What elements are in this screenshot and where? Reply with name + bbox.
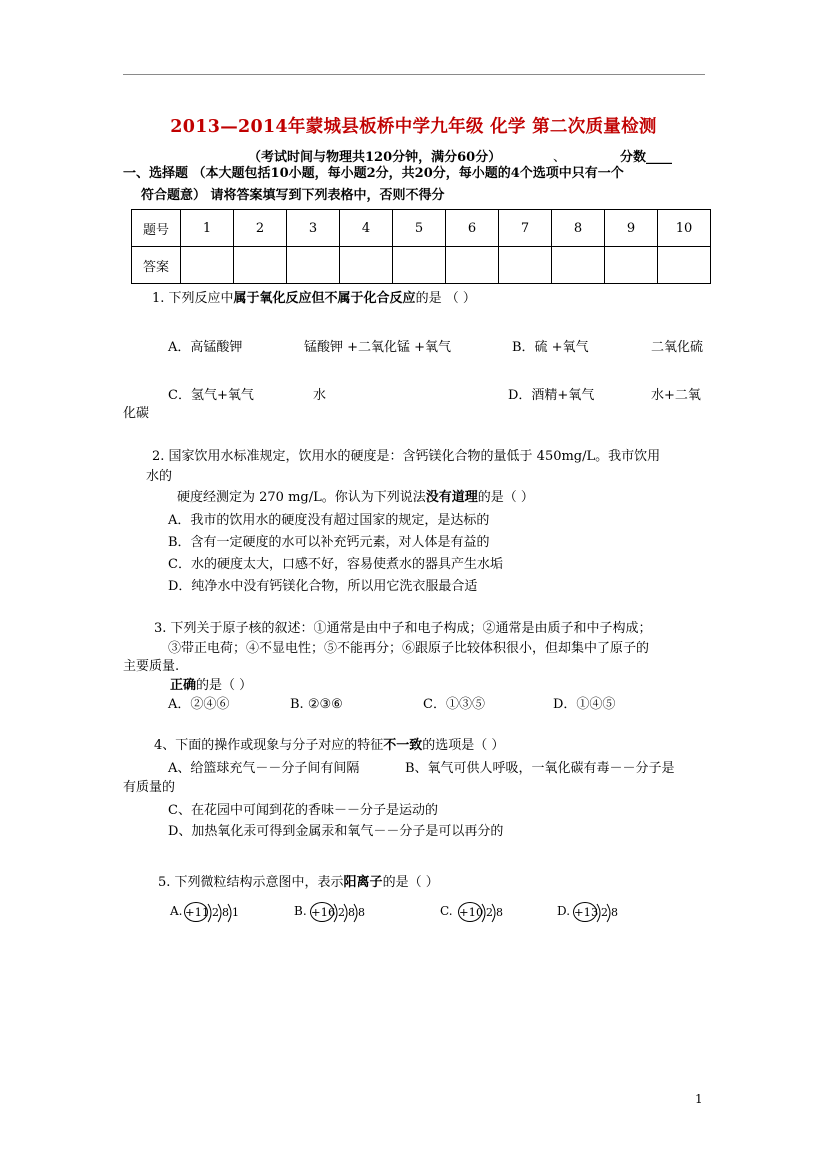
shell-electrons: 8: [222, 906, 229, 919]
answer-cell[interactable]: [287, 247, 340, 284]
q4-stem-bold: 不一致: [383, 738, 423, 753]
q2-line3-post: 的是（ ）: [477, 490, 534, 505]
table-num: 7: [499, 210, 552, 247]
q5-option-c: [440, 902, 510, 924]
shell-electrons: 2: [486, 906, 493, 919]
q3-line4-bold: 正确: [170, 678, 197, 693]
table-num: 10: [658, 210, 711, 247]
q1-option-a: A．高锰酸钾: [168, 340, 243, 355]
q1-stem-post: 的是 （ ）: [415, 291, 476, 306]
nucleus-icon: +13: [573, 902, 597, 922]
q1-option-c-product: 水: [313, 388, 327, 403]
q3-line4-post: 的是（ ）: [196, 678, 253, 693]
q4-option-b-cont: 有质量的: [123, 780, 176, 795]
q1-stem: [152, 290, 476, 308]
table-num: 4: [340, 210, 393, 247]
table-num: 2: [234, 210, 287, 247]
q1-option-b: B．硫 +氧气: [512, 340, 589, 355]
shell-electrons: 1: [232, 906, 239, 919]
header-rule: [123, 74, 705, 75]
score-label: 分数____: [620, 150, 673, 165]
shell-electrons: 2: [212, 906, 219, 919]
q4-stem: [154, 737, 504, 755]
page-number: 1: [695, 1092, 703, 1106]
q4-stem-post: 的选项是（ ）: [422, 738, 505, 753]
q2-option-b: B．含有一定硬度的水可以补充钙元素，对人体是有益的: [168, 535, 490, 550]
table-num: 6: [446, 210, 499, 247]
section1-line1: 一、选择题 （本大题包括10小题，每小题2分，共20分，每小题的4个选项中只有一个: [123, 166, 624, 181]
q5-option-a: [170, 902, 250, 924]
q3-option-a: A．②④⑥: [168, 697, 230, 712]
table-num: 5: [393, 210, 446, 247]
q1-stem-pre: 1. 下列反应中: [152, 291, 234, 306]
shell-electrons: 2: [601, 906, 608, 919]
q3-line2: ③带正电荷；④不显电性；⑤不能再分；⑥跟原子比较体积很小，但却集中了原子的: [168, 641, 650, 656]
q3-line4: [170, 677, 252, 695]
q3-line1: 3. 下列关于原子核的叙述：①通常是由中子和电子构成；②通常是由质子和中子构成；: [154, 621, 652, 636]
electron-shell-icon: [480, 902, 510, 924]
q4-stem-pre: 4、下面的操作或现象与分子对应的特征: [154, 738, 384, 753]
q4-option-b: B、氧气可供人呼吸，一氧化碳有毒－－分子是: [405, 761, 675, 776]
electron-shell-icon: [595, 902, 625, 924]
answer-cell[interactable]: [340, 247, 393, 284]
q5-stem-bold: 阳离子: [343, 875, 383, 890]
q5-option-b-label: B.: [294, 904, 307, 918]
q1-option-d: D．酒精+氧气: [508, 388, 595, 403]
q2-line3-bold: 没有道理: [425, 490, 478, 505]
q5-stem-post: 的是（ ）: [382, 875, 439, 890]
q2-line2: 水的: [146, 469, 173, 484]
shell-electrons: 8: [496, 906, 503, 919]
q2-line1: 2. 国家饮用水标准规定，饮用水的硬度是：含钙镁化合物的量低于 450mg/L。我市饮用: [152, 449, 661, 464]
q2-line3-pre: 硬度经测定为 270 mg/L。你认为下列说法: [177, 490, 426, 505]
answer-cell[interactable]: [393, 247, 446, 284]
answer-cell[interactable]: [234, 247, 287, 284]
table-row-answers: [132, 247, 711, 284]
nucleus-icon: +10: [458, 902, 482, 922]
q3-option-d: D．①④⑤: [553, 697, 616, 712]
answer-cell[interactable]: [552, 247, 605, 284]
shell-electrons: 8: [611, 906, 618, 919]
q1-option-a-product: 锰酸钾 +二氧化锰 +氧气: [304, 340, 452, 355]
q3-option-c: C．①③⑤: [423, 697, 485, 712]
nucleus-icon: +16: [310, 902, 334, 922]
table-num: 9: [605, 210, 658, 247]
q3-option-b: B. ②③⑥: [290, 697, 343, 712]
q1-option-b-product: 二氧化硫: [651, 340, 704, 355]
q1-option-c: C．氢气+氧气: [168, 388, 254, 403]
q4-option-a: A、给篮球充气－－分子间有间隔: [168, 761, 360, 776]
answer-cell[interactable]: [499, 247, 552, 284]
shell-electrons: 8: [348, 906, 355, 919]
table-num: 1: [181, 210, 234, 247]
section1-line2: 符合题意） 请将答案填写到下列表格中，否则不得分: [141, 188, 445, 203]
q5-option-c-label: C.: [440, 904, 453, 918]
shell-electrons: 2: [338, 906, 345, 919]
table-row2-label: 答案: [132, 247, 181, 284]
q2-option-d: D．纯净水中没有钙镁化合物，所以用它洗衣服最合适: [168, 579, 478, 594]
q4-option-d: D、加热氧化汞可得到金属汞和氧气－－分子是可以再分的: [168, 824, 504, 839]
answer-cell[interactable]: [658, 247, 711, 284]
exam-info: （考试时间与物理共120分钟，满分60分）: [248, 150, 502, 165]
answer-cell[interactable]: [181, 247, 234, 284]
table-num: 8: [552, 210, 605, 247]
q1-option-d-product: 水+二氧: [651, 388, 701, 403]
q2-option-c: C．水的硬度太大，口感不好，容易使煮水的器具产生水垢: [168, 557, 503, 572]
answer-cell[interactable]: [605, 247, 658, 284]
q1-option-d-product-cont: 化碳: [123, 406, 150, 421]
answer-table: [131, 209, 711, 284]
table-row1-label: 题号: [132, 210, 181, 247]
q5-stem-pre: 5. 下列微粒结构示意图中，表示: [158, 875, 344, 890]
q2-line3: [177, 489, 534, 507]
mark: 、: [553, 150, 567, 165]
page-title: 2013—2014年蒙城县板桥中学九年级 化学 第二次质量检测: [170, 117, 657, 137]
q5-option-d: [557, 902, 627, 924]
shell-electrons: 8: [358, 906, 365, 919]
table-row-numbers: [132, 210, 711, 247]
q5-stem: [158, 874, 439, 892]
nucleus-icon: +11: [184, 902, 208, 922]
q5-option-d-label: D.: [557, 904, 571, 918]
answer-cell[interactable]: [446, 247, 499, 284]
table-num: 3: [287, 210, 340, 247]
q3-line3: 主要质量.: [123, 659, 180, 674]
q5-option-b: [294, 902, 374, 924]
q1-stem-bold: 属于氧化反应但不属于化合反应: [233, 291, 416, 306]
q5-option-a-label: A.: [170, 904, 183, 918]
q4-option-c: C、在花园中可闻到花的香味－－分子是运动的: [168, 803, 438, 818]
q2-option-a: A．我市的饮用水的硬度没有超过国家的规定，是达标的: [168, 513, 490, 528]
